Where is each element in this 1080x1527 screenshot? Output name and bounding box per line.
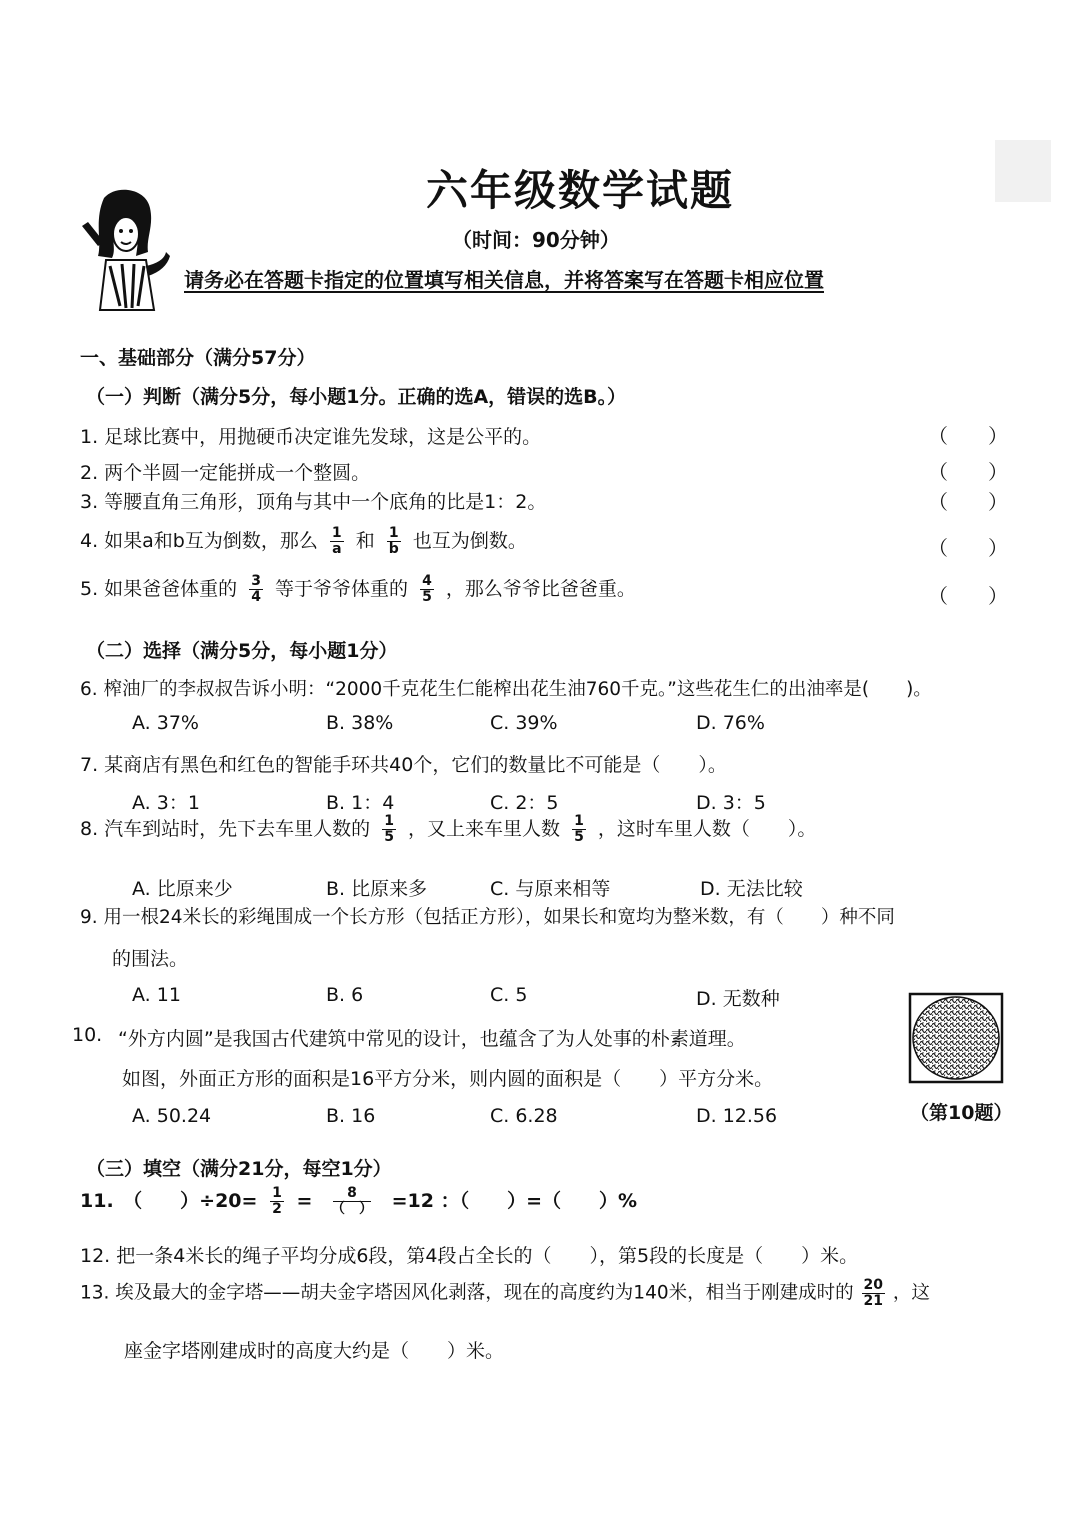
question-13-text-a: 13. 埃及最大的金字塔——胡夫金字塔因风化剥落，现在的高度约为140米，相当于刚建成时的 <box>80 1282 854 1304</box>
question-8-text-b: ，又上来车里人数 <box>408 818 561 840</box>
judge-heading: （一）判断（满分5分，每小题1分。正确的选A，错误的选B。） <box>86 386 627 408</box>
fraction-1-over-2: $\frac{1}{2}$ <box>272 1185 282 1217</box>
question-1: 1. 足球比赛中，用抛硬币决定谁先发球，这是公平的。 <box>80 426 542 448</box>
scan-shadow <box>995 140 1051 202</box>
q8-option-b: B. 比原来多 <box>326 878 428 900</box>
question-8-text-c: ，这时车里人数（ ）。 <box>597 818 817 840</box>
question-11-equals: = <box>296 1190 313 1212</box>
question-4-text-a: 4. 如果a和b互为倒数，那么 <box>80 530 318 552</box>
question-11-text-b: =12 ：（ ）=（ ）% <box>391 1190 638 1212</box>
exam-time: （时间：90分钟） <box>452 228 620 252</box>
answer-blank-2: （ ） <box>928 460 1008 484</box>
question-4 <box>80 526 527 557</box>
question-8-text-a: 8. 汽车到站时，先下去车里人数的 <box>80 818 371 840</box>
question-12: 12. 把一条4米长的绳子平均分成6段，第4段占全长的（ ），第5段的长度是（ ）米。 <box>80 1245 859 1267</box>
q8-option-a: A. 比原来少 <box>132 878 233 900</box>
q9-option-d: D. 无数种 <box>696 988 780 1010</box>
fill-heading: （三）填空（满分21分，每空1分） <box>86 1158 392 1180</box>
part1-heading: 一、基础部分（满分57分） <box>80 347 316 369</box>
fraction-1-over-a: $\frac{1}{a}$ <box>331 525 342 557</box>
question-11-text-a: 11. （ ）÷20= <box>80 1190 258 1212</box>
fraction-1-over-5-a: $\frac{1}{5}$ <box>384 813 394 845</box>
fraction-4-over-5: $\frac{4}{5}$ <box>422 573 432 605</box>
fraction-1-over-5-b: $\frac{1}{5}$ <box>574 813 584 845</box>
question-11 <box>80 1186 637 1217</box>
q7-option-c: C. 2：5 <box>490 792 559 814</box>
question-9-continued: 的围法。 <box>112 948 189 970</box>
question-10-number: 10. <box>72 1024 103 1046</box>
question-13-continued: 座金字塔刚建成时的高度大约是（ ）米。 <box>124 1340 505 1362</box>
question-5-text-c: ，那么爷爷比爸爸重。 <box>445 578 636 600</box>
choice-heading: （二）选择（满分5分，每小题1分） <box>86 640 398 662</box>
question-9: 9. 用一根24米长的彩绳围成一个长方形（包括正方形），如果长和宽均为整米数，有（ ）种不同 <box>80 907 895 928</box>
fraction-20-over-21: $\frac{20}{21}$ <box>863 1277 883 1309</box>
q6-option-b: B. 38% <box>326 712 394 734</box>
question-4-text-c: 也互为倒数。 <box>412 530 527 552</box>
answer-blank-4: （ ） <box>928 536 1008 560</box>
question-13-text-b: ，这 <box>892 1282 930 1304</box>
question-5 <box>80 574 636 605</box>
fraction-3-over-4: $\frac{3}{4}$ <box>251 573 261 605</box>
answer-blank-1: （ ） <box>928 424 1008 448</box>
square-circle-figure <box>908 992 1004 1084</box>
question-10-continued: 如图，外面正方形的面积是16平方分米，则内圆的面积是（ ）平方分米。 <box>122 1068 774 1090</box>
notice-line: 请务必在答题卡指定的位置填写相关信息，并将答案写在答题卡相应位置 <box>184 268 824 292</box>
q10-option-a: A. 50.24 <box>132 1105 212 1127</box>
q10-option-d: D. 12.56 <box>696 1105 778 1127</box>
q8-option-d: D. 无法比较 <box>700 878 803 900</box>
q6-option-d: D. 76% <box>696 712 765 734</box>
q8-option-c: C. 与原来相等 <box>490 878 611 900</box>
q7-option-a: A. 3：1 <box>132 792 200 814</box>
question-5-text-a: 5. 如果爸爸体重的 <box>80 578 238 600</box>
figure-caption: （第10题） <box>910 1102 1013 1124</box>
q7-option-b: B. 1：4 <box>326 792 395 814</box>
question-13 <box>80 1278 930 1309</box>
q6-option-a: A. 37% <box>132 712 199 734</box>
q10-option-b: B. 16 <box>326 1105 376 1127</box>
fraction-1-over-b: $\frac{1}{b}$ <box>388 525 399 557</box>
question-5-text-b: 等于爷爷体重的 <box>275 578 409 600</box>
question-3: 3. 等腰直角三角形，顶角与其中一个底角的比是1：2。 <box>80 491 547 513</box>
q9-option-b: B. 6 <box>326 984 364 1006</box>
q7-option-d: D. 3：5 <box>696 792 766 814</box>
fraction-8-over-blank: $\frac{8}{( )}$ <box>331 1185 373 1217</box>
question-2: 2. 两个半圆一定能拼成一个整圆。 <box>80 462 371 484</box>
question-10: “外方内圆”是我国古代建筑中常见的设计，也蕴含了为人处事的朴素道理。 <box>118 1028 746 1050</box>
q6-option-c: C. 39% <box>490 712 558 734</box>
question-8 <box>80 814 816 845</box>
question-6: 6. 榨油厂的李叔叔告诉小明：“2000千克花生仁能榨出花生油760千克。”这些花生仁的出油率是( )。 <box>80 679 932 700</box>
teacher-illustration <box>76 186 176 316</box>
answer-blank-3: （ ） <box>928 490 1008 514</box>
q9-option-c: C. 5 <box>490 984 528 1006</box>
page-title: 六年级数学试题 <box>426 166 735 215</box>
question-4-text-b: 和 <box>355 530 375 552</box>
question-7: 7. 某商店有黑色和红色的智能手环共40个，它们的数量比不可能是（ ）。 <box>80 754 727 776</box>
q10-option-c: C. 6.28 <box>490 1105 558 1127</box>
q9-option-a: A. 11 <box>132 984 181 1006</box>
answer-blank-5: （ ） <box>928 584 1008 608</box>
